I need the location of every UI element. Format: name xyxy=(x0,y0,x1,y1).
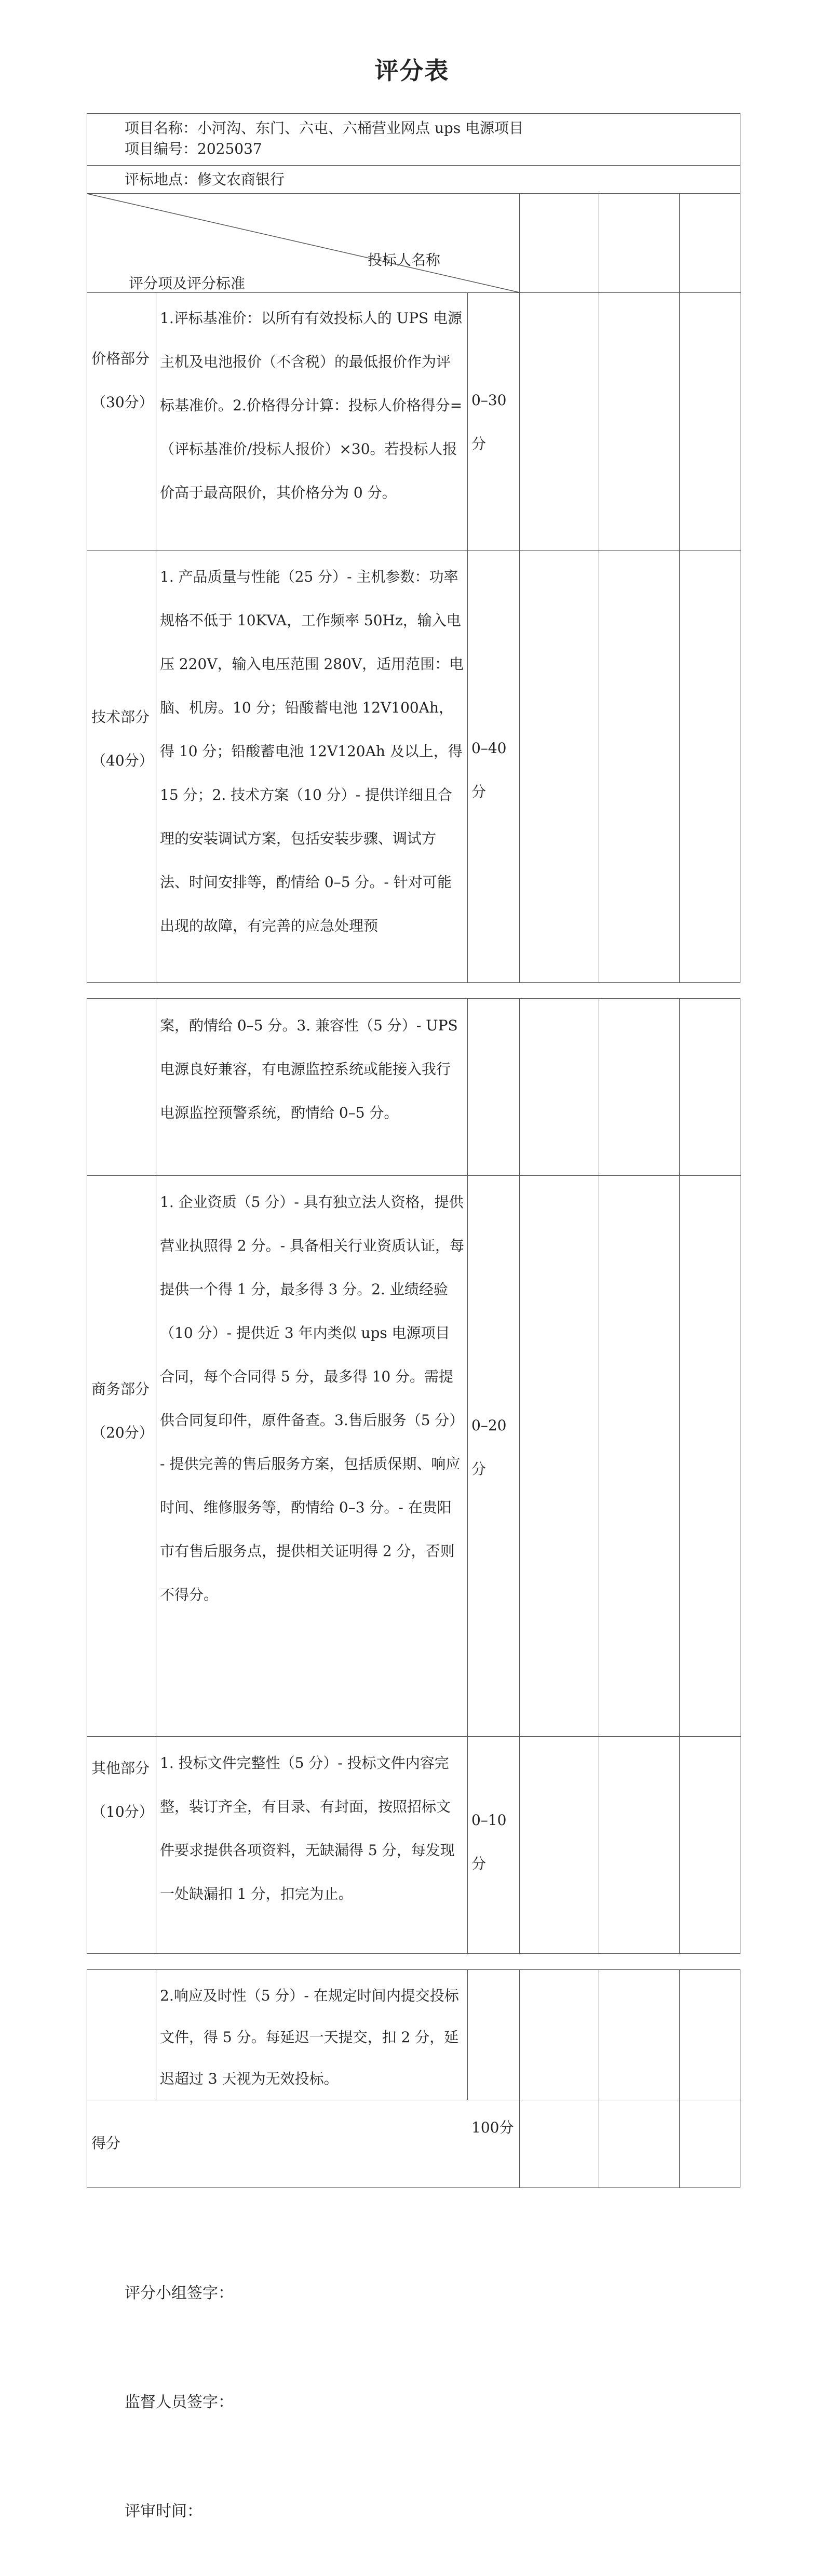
project-name: 项目名称：小河沟、东门、六屯、六桶营业网点 ups 电源项目 xyxy=(125,119,524,137)
bidder-name-label: 投标人名称 xyxy=(368,251,441,269)
price-criteria: 1.评标基准价：以所有有效投标人的 UPS 电源主机及电池报价（不含税）的最低报价作为评标基准价。2.价格得分计算：投标人价格得分=（评标基准价/投标人报价）×30。若投标人报价高于最高限价，其价格分为 0 分。 xyxy=(160,310,463,501)
tech-category: 技术部分（40分） xyxy=(91,708,154,769)
score-table-part-3 xyxy=(87,1969,740,2188)
total-score: 100分 xyxy=(471,2119,514,2136)
other-score-range: 0–10分 xyxy=(471,1812,507,1872)
other-criteria-part-2: 2.响应及时性（5 分）- 在规定时间内提交投标文件，得 5 分。每延迟一天提交，扣 2 分，延迟超过 3 天视为无效投标。 xyxy=(160,1987,459,2087)
header-bottom-rule xyxy=(87,292,741,293)
criteria-column-rule xyxy=(467,292,468,983)
tech-criteria-part-2: 案，酌情给 0–5 分。3. 兼容性（5 分）- UPS 电源良好兼容，有电源监控系统或能接入我行电源监控预警系统，酌情给 0–5 分。 xyxy=(160,1017,458,1121)
price-score-range: 0–30分 xyxy=(471,392,507,452)
business-bottom-rule xyxy=(87,1736,741,1737)
other-category: 其他部分（10分） xyxy=(91,1760,154,1820)
project-number: 项目编号：2025037 xyxy=(125,140,262,157)
project-info xyxy=(87,114,740,166)
criteria-column-rule xyxy=(467,1970,468,2100)
price-bottom-rule xyxy=(87,550,741,551)
bidder-column-rule-2 xyxy=(679,999,680,1954)
tech-score-range: 0–40分 xyxy=(471,740,507,800)
bidder-column-rule-2 xyxy=(679,1970,680,2188)
score-table-part-2 xyxy=(87,998,740,1954)
score-column-rule xyxy=(519,194,520,983)
review-time-label: 评审时间： xyxy=(125,2502,202,2520)
business-score-range: 0–20分 xyxy=(471,1417,507,1478)
business-criteria: 1. 企业资质（5 分）- 具有独立法人资格，提供营业执照得 2 分。- 具备相关行业资质认证，每提供一个得 1 分，最多得 3 分。2. 业绩经验（10 分）- 提供近 3 年内类似 ups 电源项目合同，每个合同得 5 分，最多得 10 分。需提供合同复印件，原件备查。3.售后服务（5 分）- 提供完善的售后服务方案，包括质保期、响应时间、维修服务等，酌情给 0–3 分。- 在贵阳市有售后服务点，提供相关证明得 2 分，否则不得分。 xyxy=(160,1193,464,1603)
panel-signature-label: 评分小组签字： xyxy=(125,2284,234,2302)
supervisor-signature-label: 监督人员签字： xyxy=(125,2393,234,2411)
score-column-rule xyxy=(519,999,520,1954)
total-label: 得分 xyxy=(91,2135,121,2152)
price-category: 价格部分（30分） xyxy=(91,350,154,411)
score-table-part-1 xyxy=(87,113,740,983)
tech-criteria-part-1: 1. 产品质量与性能（25 分）- 主机参数：功率规格不低于 10KVA，工作频率 50Hz，输入电压 220V，输入电压范围 280V，适用范围：电脑、机房。10 分；铅酸蓄电池 12V100Ah，得 10 分；铅酸蓄电池 12V120Ah 及以上，得 15 分；2. 技术方案（10 分）- 提供详细且合理的安装调试方案，包括安装步骤、调试方法、时间安排等，酌情给 0–5 分。- 针对可能出现的故障，有完善的应急处理预 xyxy=(160,568,464,934)
business-category: 商务部分（20分） xyxy=(91,1380,154,1441)
criteria-column-rule xyxy=(467,999,468,1954)
tech-bottom-rule xyxy=(87,1175,741,1176)
score-column-rule xyxy=(519,1970,520,2188)
criteria-label: 评分项及评分标准 xyxy=(129,275,246,292)
evaluation-place-text: 评标地点：修文农商银行 xyxy=(125,171,285,188)
bidder-column-rule-2 xyxy=(679,194,680,983)
evaluation-place xyxy=(87,166,740,194)
other-criteria-part-1: 1. 投标文件完整性（5 分）- 投标文件内容完整，装订齐全，有目录、有封面，按照招标文件要求提供各项资料，无缺漏得 5 分，每发现一处缺漏扣 1 分，扣完为止。 xyxy=(160,1754,455,1902)
page-title: 评分表 xyxy=(374,57,450,85)
